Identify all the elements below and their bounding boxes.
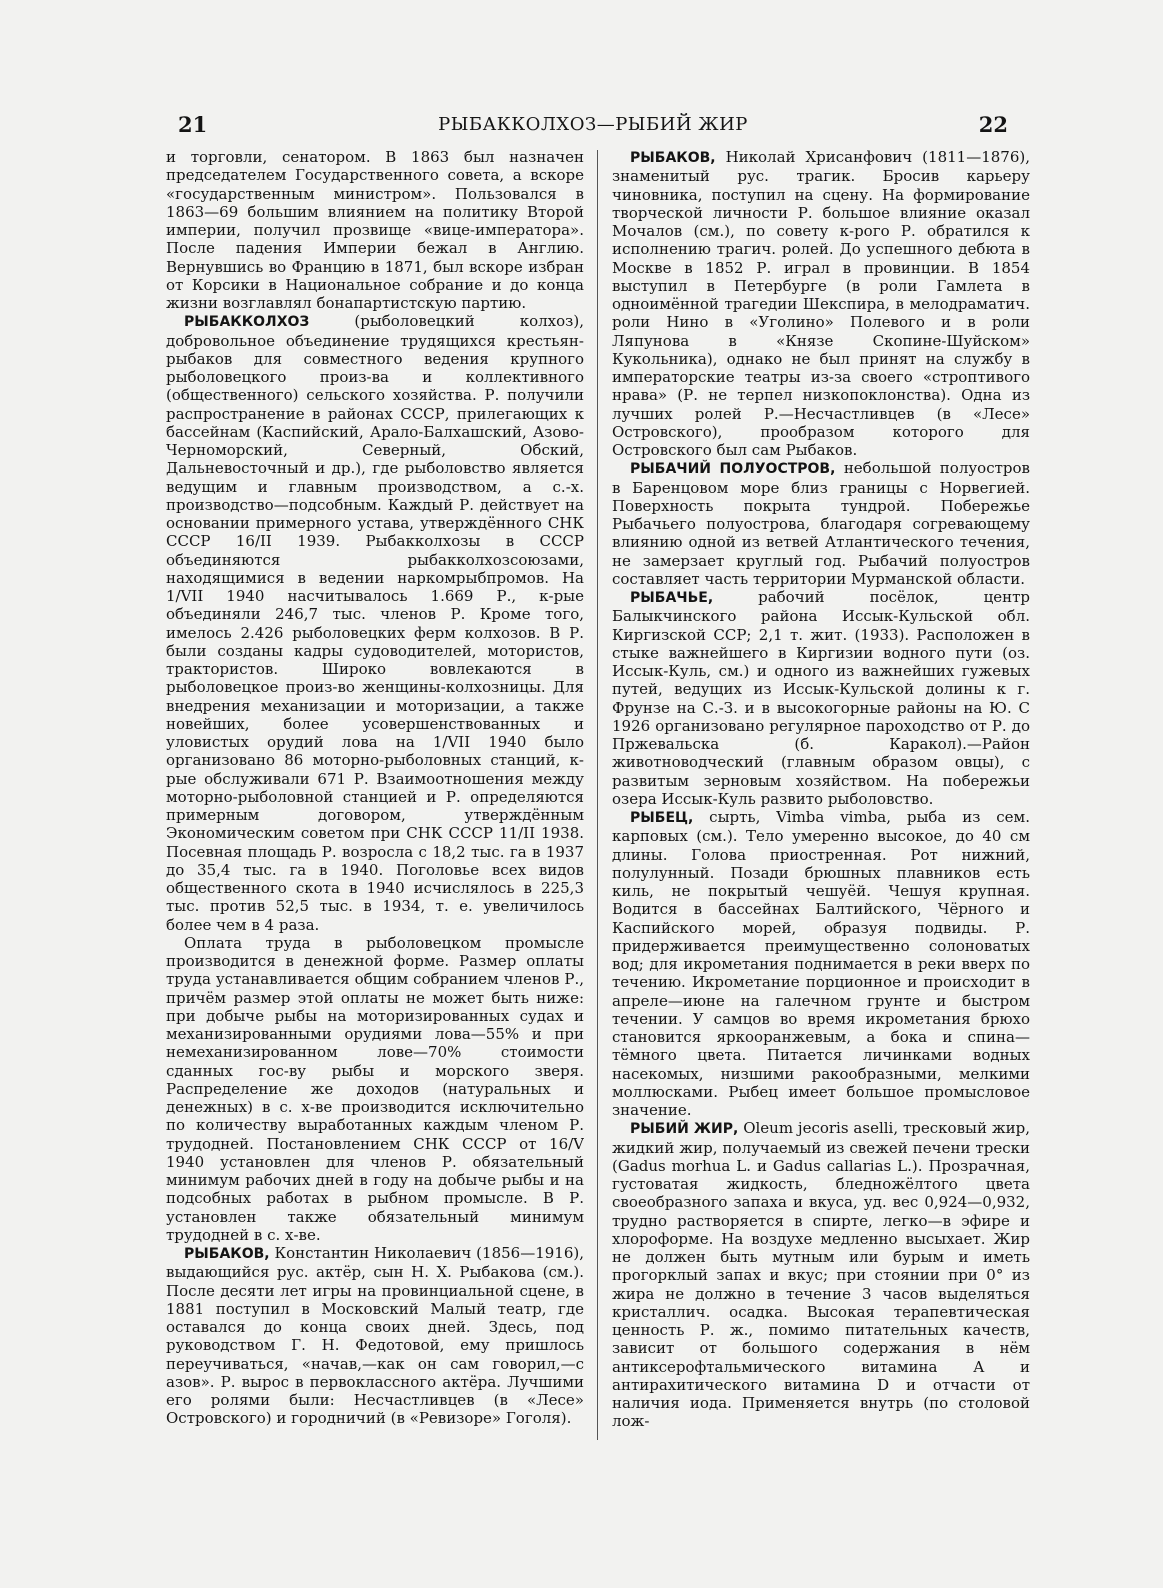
right-column (612, 148, 1030, 1448)
entry-headword: РЫБИЙ ЖИР, (630, 1121, 739, 1138)
entry-text: сырть, Vimba vimba, рыба из сем. карповых (см.). Тело умеренно высокое, до 40 см длины. Голова приостренная. Рот нижний, полулунный. Позади брюшных плавников есть киль, не покрытый чешуёй. Чешуя крупная. Водится в бассейнах Балтийского, Чёрного и Каспийского морей, образуя подвиды. Р. придерживается преимущественно солоноватых вод; для икрометания поднимается в реки вверх по течению. Икрометание порционное и происходит в апреле—июне на галечном грунте и быстром течении. У самцов во время икрометания брюхо становится яркооранжевым, а бока и спина—тёмного цвета. Питается личинками водных насекомых, низшими ракообразными, мелкими моллюсками. Рыбец имеет большое промысловое значение. (612, 808, 1030, 1119)
entry-text: Николай Хрисанфович (1811—1876), знаменитый рус. трагик. Бросив карьеру чиновника, поступил на сцену. На формирование творческой личности Р. большое влияние оказал Мочалов (см.), по совету к-рого Р. обратился к исполнению трагич. ролей. До успешного дебюта в Москве в 1852 Р. играл в провинции. В 1854 выступил в Петербурге (в роли Гамлета в одноимённой трагедии Шекспира, в мелодраматич. роли Нино в «Уголино» Полевого и в роли Ляпунова в «Князе Скопине-Шуйском» Кукольника), однако не был принят на службу в императорские театры из-за своего «строптивого нрава» (Р. не терпел низкопоклонства). Одна из лучших ролей Р.—Несчастливцев (в «Лесе» Островского), прообразом которого для Островского был сам Рыбаков. (612, 148, 1030, 459)
entry-headword: РЫБЕЦ, (630, 810, 694, 826)
entry-rybiy-zhir (612, 1119, 1030, 1430)
entry-headword: РЫБАЧИЙ ПОЛУОСТРОВ, (630, 461, 836, 478)
entry-text: (рыболовецкий колхоз), добровольное объединение трудящихся крестьян-рыбаков для совместного ведения крупного рыболовецкого произ-ва и коллективного (общественного) сельского хозяйства. Р. получили распространение в районах СССР, прилегающих к бассейнам (Каспийский, Арало-Балхашский, Азово-Черноморский, Северный, Обский, Дальневосточный и др.), где рыболовство является ведущим и главным производством, а с.-х. производство—подсобным. Каждый Р. действует на основании примерного устава, утверждённого СНК СССР 16/II 1939. Рыбакколхозы в СССР объединяются рыбакколхозсоюзами, находящимися в ведении наркомрыбпромов. На 1/VII 1940 насчитывалось 1.669 Р., к-рые объединяли 246,7 тыс. членов Р. Кроме того, имелось 2.426 рыболовецких ферм колхозов. В Р. были созданы кадры судоводителей, мотористов, трактористов. Широко вовлекаются в рыболовецкое произ-во женщины-колхозницы. Для внедрения механизации и моторизации, а также новейших, более усовершенствованных и уловистых орудий лова на 1/VII 1940 было организовано 86 моторно-рыболовных станций, к-рые обслуживали 671 Р. Взаимоотношения между моторно-рыболовной станцией и Р. определяются примерным договором, утверждённым Экономическим советом при СНК СССР 11/II 1938. Посевная площадь Р. возросла с 18,2 тыс. га в 1937 до 35,4 тыс. га в 1940. Поголовье всех видов общественного скота в 1940 исчислялось в 225,3 тыс. против 52,5 тыс. в 1934, т. е. увеличилось более чем в 4 раза. (166, 312, 584, 934)
entry-rybachye (612, 588, 1030, 808)
entry-rybakov-nikolai (612, 148, 1030, 459)
page-number-right: 22 (978, 112, 1008, 137)
entry-rybakov-konstantin (166, 1244, 584, 1428)
page-number-left: 21 (178, 112, 208, 137)
entry-text: рабочий посёлок, центр Балыкчинского района Иссык-Кульской обл. Киргизской ССР; 2,1 т. жит. (1933). Расположен в стыке важнейшего в Киргизии водного пути (оз. Иссык-Куль, см.) и одного из важнейших гужевых путей, ведущих из Иссык-Кульской долины к г. Фрунзе на С.-З. и в высокогорные районы на Ю. С 1926 организовано регулярное пароходство от Р. до Пржевальска (б. Каракол).—Район животноводческий (главным образом овцы), с развитым зерновым хозяйством. На побережьи озера Иссык-Куль развито рыболовство. (612, 588, 1030, 808)
continued-paragraph: и торговли, сенатором. В 1863 был назначен председателем Государственного совета, а вскоре «государственным министром». Пользовался в 1863—69 большим влиянием на политику Второй империи, получил прозвище «вице-императора». После падения Империи бежал в Англию. Вернувшись во Францию в 1871, был вскоре избран от Корсики в Национальное собрание и до конца жизни возглавлял бонапартистскую партию. (166, 148, 584, 312)
page-header (178, 112, 1008, 142)
column-divider (597, 150, 598, 1440)
entry-headword: РЫБАККОЛХОЗ (184, 314, 310, 331)
entry-paragraph: Оплата труда в рыболовецком промысле производится в денежной форме. Размер оплаты труда устанавливается общим собранием членов Р., причём размер этой оплаты не может быть ниже: при добыче рыбы на моторизированных судах и механизированными орудиями лова—55% и при немеханизированном лове—70% стоимости сданных гос-ву рыбы и морского зверя. Распределение же доходов (натуральных и денежных) в с. х-ве производится исключительно по количеству выработанных каждым членом Р. трудодней. Постановлением СНК СССР от 16/V 1940 установлен для членов Р. обязательный минимум рабочих дней в году на добыче рыбы и на подсобных работах в рыбном промысле. В Р. установлен также обязательный минимум трудодней в с. х-ве. (166, 933, 584, 1244)
entry-text: небольшой полуостров в Баренцовом море близ границы с Норвегией. Поверхность покрыта тундрой. Побережье Рыбачьего полуострова, благодаря согревающему влиянию одной из ветвей Атлантического течения, не замерзает круглый год. Рыбачий полуостров составляет часть территории Мурманской области. (612, 459, 1030, 588)
entry-rybachiy-poluostrov (612, 459, 1030, 588)
entry-text: Oleum jecoris aselli, тресковый жир, жидкий жир, получаемый из свежей печени трески (Gadus morhua L. и Gadus callarias L.). Прозрачная, густоватая жидкость, бледножёлтого цвета своеобразного запаха и вкуса, уд. вес 0,924—0,932, трудно растворяется в спирте, легко—в эфире и хлороформе. На воздухе медленно высыхает. Жир не должен быть мутным или бурым и иметь прогорклый запах и вкус; при стоянии при 0° из жира не должно в течение 3 часов выделяться кристаллич. осадка. Высокая терапевтическая ценность Р. ж., помимо питательных качеств, зависит от большого содержания в нём антиксерофтальмического витамина A и антирахитического витамина D и отчасти от наличия иода. Применяется внутрь (по столовой лож- (612, 1119, 1030, 1431)
entry-headword: РЫБАЧЬЕ, (630, 590, 714, 606)
left-column (166, 148, 584, 1448)
entry-text: Константин Николаевич (1856—1916), выдающийся рус. актёр, сын Н. Х. Рыбакова (см.). После десяти лет игры на провинциальной сцене, в 1881 поступил в Московский Малый театр, где оставался до конца своих дней. Здесь, под руководством Г. Н. Федотовой, ему пришлось переучиваться, «начав,—как он сам говорил,—с азов». Р. вырос в первоклассного актёра. Лучшими его ролями были: Несчастливцев (в «Лесе» Островского) и городничий (в «Ревизоре» Гоголя). (166, 1244, 584, 1428)
running-title: РЫБАККОЛХОЗ—РЫБИЙ ЖИР (438, 114, 748, 135)
entry-rybakkolkhoz (166, 312, 584, 934)
entry-headword: РЫБАКОВ, (630, 150, 716, 166)
entry-headword: РЫБАКОВ, (184, 1246, 270, 1262)
entry-rybets (612, 808, 1030, 1119)
